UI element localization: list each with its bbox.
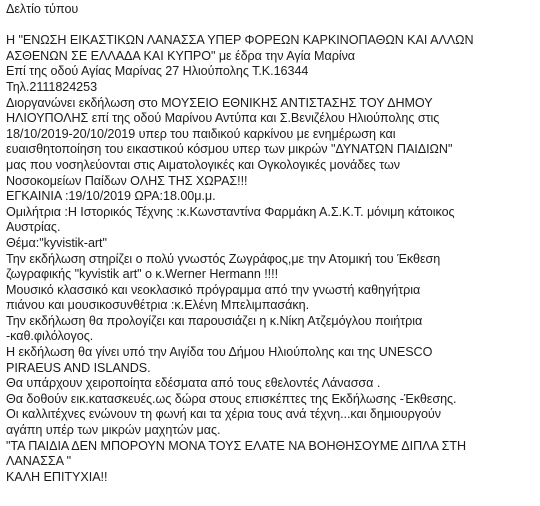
speaker-line-2: Αυστρίας. <box>6 220 61 235</box>
presenter-line-2: -καθ.φιλόλογος. <box>6 329 94 344</box>
sponsor-line-2: ζωγραφικής "kyvistik art" ο κ.Werner Hermann !!!! <box>6 267 279 282</box>
org-name-line-2: ΑΣΘΕΝΩΝ ΣΕ ΕΛΛΑΔΑ ΚΑΙ ΚΥΠΡΟ" με έδρα την Αγία Μαρίνα <box>6 48 356 63</box>
artists-line-2: αγάπη υπέρ των μικρών μαχητών μας. <box>6 423 221 438</box>
event-paragraph-line-6: Νοσοκομείων Παίδων ΟΛΗΣ ΤΗΣ ΧΩΡΑΣ!!! <box>6 173 248 188</box>
sponsor-line-1: Την εκδήλωση στηρίζει ο πολύ γνωστός Ζωγράφος,με την Ατομική του Έκθεση <box>6 251 441 266</box>
address-line: Επί της οδού Αγίας Μαρίνας 27 Ηλιούπολης Τ.Κ.16344 <box>6 64 309 79</box>
speaker-line-1: Ομιλήτρια :Η Ιστορικός Τέχνης :κ.Κωνσταντίνα Φαρμάκη Α.Σ.Κ.Τ. μόνιμη κάτοικος <box>6 204 455 219</box>
gifts-line: Θα δοθούν εικ.κατασκευές.ως δώρα στους επισκέπτες της Εκδήλωσης -Έκθεσης. <box>6 391 457 406</box>
event-paragraph-line-1: Διοργανώνει εκδήλωση στο ΜΟΥΣΕΙΟ ΕΘΝΙΚΗΣ ΑΝΤΙΣΤΑΣΗΣ ΤΟΥ ΔΗΜΟΥ <box>6 95 433 110</box>
theme-line: Θέμα:"kyvistik-art" <box>6 235 107 250</box>
closing-line: ΚΑΛΗ ΕΠΙΤΥΧΙΑ!! <box>6 469 108 484</box>
food-line: Θα υπάρχουν χειροποίητα εδέσματα από τους εθελοντές Λάνασσα . <box>6 376 381 391</box>
music-line-1: Μουσικό κλασσικό και νεοκλασικό πρόγραμμα από την γνωστή καθηγήτρια <box>6 282 421 297</box>
slogan-line-2: ΛΑΝΑΣΣΑ " <box>6 454 72 469</box>
slogan-line-1: "ΤΑ ΠΑΙΔΙΑ ΔΕΝ ΜΠΟΡΟΥΝ ΜΟΝΑ ΤΟΥΣ ΕΛΑΤΕ ΝΑ ΒΟΗΘΗΣΟΥΜΕ ΔΙΠΛΑ ΣΤΗ <box>6 438 467 453</box>
event-paragraph-line-3: 18/10/2019-20/10/2019 υπερ του παιδικού καρκίνου με ενημέρωση και <box>6 126 396 141</box>
auspices-line-2: PIRAEUS AND ISLANDS. <box>6 360 151 375</box>
opening-date-line: ΕΓΚΑΙΝΙΑ :19/10/2019 ΩΡΑ:18.00μ.μ. <box>6 189 216 204</box>
org-name-line-1: Η "ΕΝΩΣΗ ΕΙΚΑΣΤΙΚΩΝ ΛΑΝΑΣΣΑ ΥΠΕΡ ΦΟΡΕΩΝ ΚΑΡΚΙΝΟΠΑΘΩΝ ΚΑΙ ΑΛΛΩΝ <box>6 33 474 48</box>
event-paragraph-line-5: μας που νοσηλεύονται στις Αιματολογικές και Ογκολογικές μονάδες των <box>6 157 400 172</box>
presenter-line-1: Την εκδήλωση θα προλογίζει και παρουσιάζει η κ.Νίκη Ατζεμόγλου ποιήτρια <box>6 313 423 328</box>
event-paragraph-line-4: ευαισθητοποίηση του εικαστικού κόσμου υπερ των μικρών "ΔΥΝΑΤΩΝ ΠΑΙΔΙΩΝ" <box>6 142 453 157</box>
auspices-line-1: Η εκδήλωση θα γίνει υπό την Αιγίδα του Δήμου Ηλιούπολης και της UNESCO <box>6 345 433 360</box>
blank-line <box>6 18 538 34</box>
press-release-document <box>6 2 538 485</box>
music-line-2: πιάνου και μουσικοσυνθέτρια :κ.Ελένη Μπελιμπασάκη. <box>6 298 310 313</box>
artists-line-1: Οι καλλιτέχνες ενώνουν τη φωνή και τα χέρια τους ανά τέχνη...και δημιουργούν <box>6 407 441 422</box>
phone-line: Τηλ.2111824253 <box>6 79 98 94</box>
document-title: Δελτίο τύπου <box>6 2 79 16</box>
event-paragraph-line-2: ΗΛΙΟΥΠΟΛΗΣ επί της οδού Μαρίνου Αντύπα και Σ.Βενιζέλου Ηλιούπολης στις <box>6 111 440 126</box>
